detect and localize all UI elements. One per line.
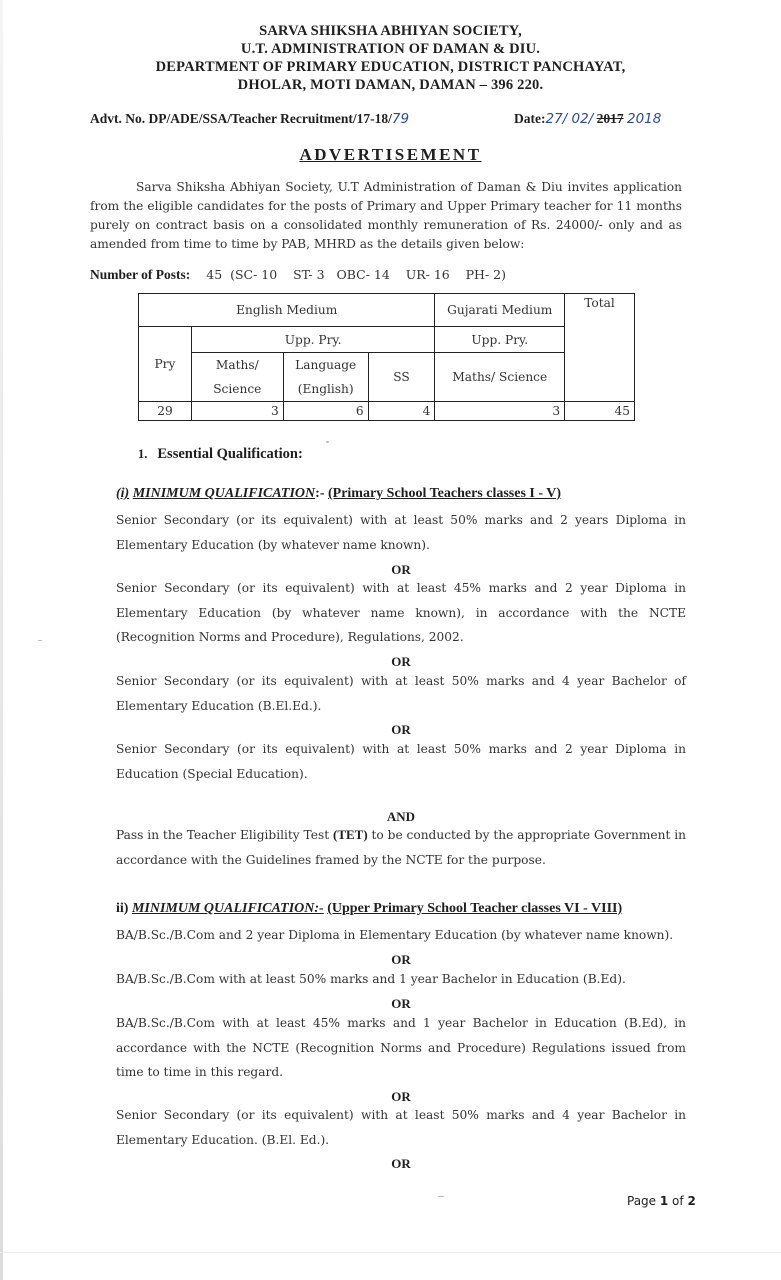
- table-cell-pry: 29: [139, 402, 192, 421]
- section-1-and: AND: [386, 809, 416, 824]
- section-1-or-1: OR: [391, 562, 411, 577]
- page-of: of: [668, 1194, 688, 1208]
- page-current: 1: [659, 1194, 669, 1208]
- posts-table: [138, 293, 635, 421]
- advertisement-date: [514, 111, 661, 127]
- scan-speck: [38, 640, 42, 641]
- advt-number-handwritten: 79: [391, 111, 410, 127]
- section-1-para-3: Senior Secondary (or its equivalent) with at least 50% marks and 4 year Bachelor of Elementary Education (B.El.Ed.).: [116, 674, 686, 713]
- table-cell-maths-science-en: 3: [191, 402, 283, 421]
- section-2-para-1: BA/B.Sc./B.Com and 2 year Diploma in Elementary Education (by whatever name known).: [116, 928, 674, 942]
- section-1-para-5: [116, 823, 686, 872]
- section-2-prefix: ii): [116, 901, 129, 916]
- posts-label: Number of Posts:: [90, 267, 191, 282]
- section-2-min-label: MINIMUM QUALIFICATION:-: [131, 901, 324, 916]
- header-line-2: U.T. ADMINISTRATION OF DAMAN & DIU.: [240, 41, 541, 57]
- language-english-header: Language (English): [283, 353, 368, 402]
- section-1-prefix: (i): [116, 486, 130, 501]
- english-medium-header: English Medium: [139, 294, 435, 327]
- upp-pry-english-header: Upp. Pry.: [191, 327, 435, 353]
- date-label: Date:: [514, 111, 546, 126]
- tet-text-a: Pass in the Teacher Eligibility Test: [116, 828, 333, 842]
- table-cell-language: 6: [283, 402, 368, 421]
- intro-paragraph: Sarva Shiksha Abhiyan Society, U.T Administration of Daman & Diu invites application from the eligible candidates for the posts of Primary and Upper Primary teacher for 11 months purely on contract basis on a consolidated monthly remuneration of Rs. 24000/- only and as amended from time to time by PAB, MHRD as the details given below:: [90, 180, 682, 251]
- page-number: [627, 1194, 696, 1208]
- table-cell-total: 45: [565, 402, 635, 421]
- section-1-heading: [116, 486, 561, 502]
- date-handwritten-day-month: 27/ 02/: [545, 111, 594, 127]
- number-of-posts: [90, 267, 506, 283]
- advertisement-number: [90, 111, 409, 127]
- essential-qualification-heading: [138, 446, 303, 463]
- tet-text-b: (TET): [332, 827, 368, 842]
- section-1-para-1: Senior Secondary (or its equivalent) with at least 50% marks and 2 years Diploma in Elementary Education (by whatever name known).: [116, 513, 686, 552]
- date-handwritten-year: 2018: [626, 111, 662, 127]
- section-1-or-3: OR: [391, 722, 411, 737]
- scan-speck: [438, 1196, 444, 1197]
- header-line-3: DEPARTMENT OF PRIMARY EDUCATION, DISTRICT PANCHAYAT,: [155, 59, 626, 75]
- header-line-4: DHOLAR, MOTI DAMAN, DAMAN – 396 220.: [237, 77, 544, 93]
- section-2-para-3: BA/B.Sc./B.Com with at least 45% marks and 1 year Bachelor in Education (B.Ed), in accordance with the NCTE (Recognition Norms and Procedure) Regulations issued from time to time in this regard.: [116, 1016, 686, 1079]
- pry-header: Pry: [139, 327, 192, 402]
- scan-speck: [326, 441, 329, 443]
- section-2-subtitle: (Upper Primary School Teacher classes VI - VIII): [327, 901, 623, 916]
- scan-edge: [0, 0, 3, 1280]
- scan-line: [0, 1252, 781, 1253]
- date-struck-year: 2017: [596, 111, 624, 126]
- section-1-min-label: MINIMUM QUALIFICATION: [132, 486, 316, 501]
- section-2-or-2: OR: [391, 996, 411, 1011]
- maths-science-gujarati-header: Maths/ Science: [435, 353, 565, 402]
- page-title: ADVERTISEMENT: [299, 145, 482, 164]
- section-2-or-4: OR: [391, 1156, 411, 1171]
- table-cell-ss: 4: [368, 402, 435, 421]
- section-1-or-2: OR: [391, 654, 411, 669]
- ss-header: SS: [368, 353, 435, 402]
- page-prefix: Page: [627, 1194, 660, 1208]
- page-total: 2: [687, 1194, 696, 1208]
- total-header: Total: [565, 294, 635, 402]
- tet-text-c: to be conducted by the appropriate Government in accordance with the Guidelines framed by the NCTE for the purpose.: [116, 828, 686, 867]
- section-2-or-1: OR: [391, 952, 411, 967]
- gujarati-medium-header: Gujarati Medium: [435, 294, 565, 327]
- section-2-heading: [116, 901, 622, 917]
- section-1-subtitle: (Primary School Teachers classes I - V): [327, 486, 562, 501]
- advt-number-label: Advt. No. DP/ADE/SSA/Teacher Recruitment/17-18/: [90, 111, 392, 126]
- maths-science-english-header: Maths/ Science: [191, 353, 283, 402]
- section-2-para-4: Senior Secondary (or its equivalent) with at least 50% marks and 4 year Bachelor in Elementary Education. (B.El. Ed.).: [116, 1108, 686, 1147]
- section-1-para-4: Senior Secondary (or its equivalent) with at least 50% marks and 2 year Diploma in Education (Special Education).: [116, 742, 686, 781]
- section-2-or-3: OR: [391, 1089, 411, 1104]
- posts-value: 45 (SC- 10 ST- 3 OBC- 14 UR- 16 PH- 2): [206, 267, 506, 282]
- section-1-para-2: Senior Secondary (or its equivalent) with at least 45% marks and 2 year Diploma in Elementary Education (by whatever name known), in accordance with the NCTE (Recognition Norms and Procedure), Regulations, 2002.: [116, 581, 686, 644]
- essential-number: 1.: [138, 447, 148, 461]
- essential-heading-text: Essential Qualification:: [157, 446, 303, 462]
- section-1-sep: :-: [315, 486, 325, 501]
- section-2-para-2: BA/B.Sc./B.Com with at least 50% marks and 1 year Bachelor in Education (B.Ed).: [116, 972, 626, 986]
- header-line-1: SARVA SHIKSHA ABHIYAN SOCIETY,: [259, 23, 522, 39]
- upp-pry-gujarati-header: Upp. Pry.: [435, 327, 565, 353]
- table-cell-maths-science-gu: 3: [435, 402, 565, 421]
